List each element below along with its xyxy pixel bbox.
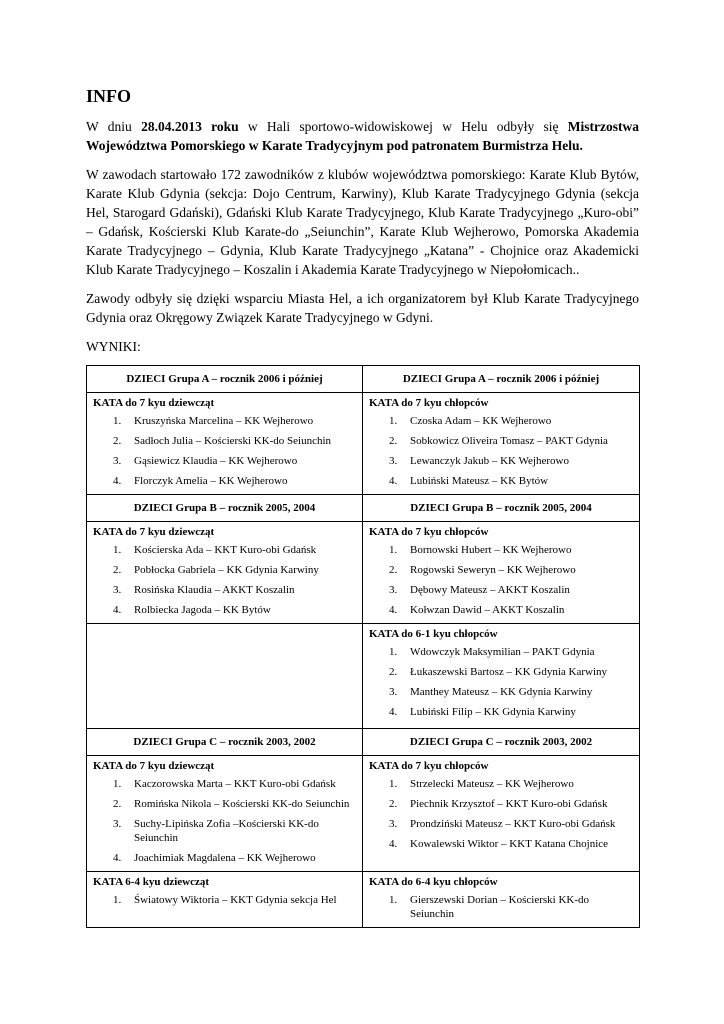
category-title: KATA 6-4 kyu dziewcząt — [93, 876, 209, 888]
placement-list — [93, 777, 356, 865]
placement-number: 4. — [389, 838, 398, 850]
placement-number: 4. — [389, 706, 398, 718]
placement-item — [369, 837, 633, 851]
placement-item — [93, 583, 356, 597]
placement-number: 4. — [389, 475, 398, 487]
placement-item — [369, 603, 633, 617]
group-header-row — [87, 366, 640, 393]
placement-number: 1. — [389, 646, 398, 658]
results-cell-left — [87, 393, 363, 495]
placement-item — [369, 583, 633, 597]
placement-list — [93, 543, 356, 617]
competitor-name: Sobkowicz Oliveira Tomasz – PAKT Gdynia — [410, 435, 608, 447]
placement-item — [93, 474, 356, 488]
placement-item — [93, 777, 356, 791]
competitor-name: Kruszyńska Marcelina – KK Wejherowo — [134, 415, 314, 427]
placement-list — [369, 414, 633, 488]
intro-text-2: w Hali sportowo-widowiskowej w Helu odbyły się — [238, 119, 568, 134]
results-label: WYNIKI: — [86, 339, 141, 354]
placement-number: 1. — [389, 778, 398, 790]
event-date: 28.04.2013 roku — [141, 119, 239, 134]
category-title: KATA do 6-1 kyu chłopców — [369, 628, 498, 640]
results-cell-left — [87, 624, 363, 729]
group-header-row — [87, 729, 640, 756]
placement-item — [93, 563, 356, 577]
placement-list — [369, 543, 633, 617]
competitor-name: Kowalewski Wiktor – KKT Katana Chojnice — [410, 838, 609, 850]
placement-number: 3. — [113, 455, 122, 467]
results-cell-right — [363, 756, 640, 872]
group-header-row — [87, 495, 640, 522]
placement-item — [93, 454, 356, 468]
placement-item — [369, 645, 633, 659]
results-cell-right — [363, 624, 640, 729]
category-title: KATA do 7 kyu chłopców — [369, 760, 489, 772]
competitor-name: Florczyk Amelia – KK Wejherowo — [134, 475, 288, 487]
group-header-left: DZIECI Grupa B – rocznik 2005, 2004 — [87, 495, 363, 522]
placement-item — [369, 543, 633, 557]
competitor-name: Suchy-Lipińska Zofia –Kościerski KK-do Seiunchin — [134, 818, 319, 844]
results-row — [87, 522, 640, 624]
placement-number: 4. — [113, 604, 122, 616]
results-cell-left — [87, 756, 363, 872]
placement-number: 2. — [389, 798, 398, 810]
placement-list — [369, 777, 633, 851]
results-row — [87, 393, 640, 495]
competitor-name: Bornowski Hubert – KK Wejherowo — [410, 544, 572, 556]
placement-item — [93, 603, 356, 617]
placement-item — [369, 474, 633, 488]
competitor-name: Gąsiewicz Klaudia – KK Wejherowo — [134, 455, 298, 467]
placement-item — [369, 414, 633, 428]
competitor-name: Joachimiak Magdalena – KK Wejherowo — [134, 852, 316, 864]
results-table — [86, 365, 640, 928]
results-row — [87, 756, 640, 872]
placement-number: 1. — [113, 415, 122, 427]
competitor-name: Prondziński Mateusz – KKT Kuro-obi Gdańsk — [410, 818, 616, 830]
competitor-name: Wdowczyk Maksymilian – PAKT Gdynia — [410, 646, 595, 658]
placement-item — [93, 434, 356, 448]
competitor-name: Lewanczyk Jakub – KK Wejherowo — [410, 455, 569, 467]
competitor-name: Kościerska Ada – KKT Kuro-obi Gdańsk — [134, 544, 317, 556]
results-row — [87, 624, 640, 729]
organizers-paragraph: Zawody odbyły się dzięki wsparciu Miasta Hel, a ich organizatorem był Klub Karate Tradycyjnego Gdynia oraz Okręgowy Związek Karate Tradycyjnego w Gdyni. — [86, 291, 639, 325]
placement-list — [369, 893, 633, 921]
competitor-name: Gierszewski Dorian – Kościerski KK-do Seiunchin — [410, 894, 590, 920]
placement-number: 2. — [113, 564, 122, 576]
competitor-name: Lubiński Mateusz – KK Bytów — [410, 475, 549, 487]
results-cell-left — [87, 522, 363, 624]
placement-item — [369, 817, 633, 831]
placement-number: 1. — [113, 544, 122, 556]
competitor-name: Kaczorowska Marta – KKT Kuro-obi Gdańsk — [134, 778, 336, 790]
competitor-name: Łukaszewski Bartosz – KK Gdynia Karwiny — [410, 666, 608, 678]
competitor-name: Czoska Adam – KK Wejherowo — [410, 415, 552, 427]
event-name: Mistrzostwa Województwa Pomorskiego w Karate Tradycyjnym pod patronatem Burmistrza Helu. — [86, 119, 640, 153]
placement-item — [93, 414, 356, 428]
placement-item — [93, 543, 356, 557]
placement-item — [93, 797, 356, 811]
placement-number: 3. — [389, 818, 398, 830]
placement-item — [369, 797, 633, 811]
category-title: KATA do 7 kyu chłopców — [369, 397, 489, 409]
placement-number: 1. — [113, 894, 122, 906]
placement-number: 2. — [389, 435, 398, 447]
placement-number: 3. — [113, 818, 122, 830]
competitor-name: Światowy Wiktoria – KKT Gdynia sekcja Hel — [134, 894, 337, 906]
placement-number: 4. — [113, 852, 122, 864]
page-title: INFO — [86, 86, 131, 106]
competitor-name: Dębowy Mateusz – AKKT Koszalin — [410, 584, 570, 596]
results-cell-left — [87, 872, 363, 928]
placement-item — [369, 665, 633, 679]
placement-number: 3. — [113, 584, 122, 596]
placement-item — [369, 434, 633, 448]
competitor-name: Sadłoch Julia – Kościerski KK-do Seiunchin — [134, 435, 332, 447]
placement-item — [369, 454, 633, 468]
placement-number: 2. — [113, 798, 122, 810]
group-header-right: DZIECI Grupa B – rocznik 2005, 2004 — [363, 495, 640, 522]
results-row — [87, 872, 640, 928]
group-header-right: DZIECI Grupa C – rocznik 2003, 2002 — [363, 729, 640, 756]
results-cell-right — [363, 872, 640, 928]
placement-item — [369, 777, 633, 791]
placement-number: 1. — [389, 894, 398, 906]
competitor-name: Lubiński Filip – KK Gdynia Karwiny — [410, 706, 576, 718]
clubs-paragraph: W zawodach startowało 172 zawodników z klubów województwa pomorskiego: Karate Klub Bytów, Karate Klub Gdynia (sekcja: Dojo Centrum, Karwiny), Klub Karate Tradycyjnego Gdynia (sekcja Hel, Starogard Gdański), Gdański Klub Karate Tradycyjnego, Klub Karate Tradycyjnego „Kuro-obi” – Gdańsk, Kościerski Klub Karate-do „Seiunchin”, Karate Klub Wejherowo, Pomorska Akademia Karate Tradycyjnego – Gdynia, Klub Karate Tradycyjnego „Katana” - Chojnice oraz Akademicki Klub Karate Tradycyjnego – Koszalin i Akademia Karate Tradycyjnego w Niepołomicach.. — [86, 167, 639, 277]
placement-number: 2. — [113, 435, 122, 447]
placement-item — [369, 685, 633, 699]
placement-number: 2. — [389, 564, 398, 576]
competitor-name: Rogowski Seweryn – KK Wejherowo — [410, 564, 576, 576]
results-cell-right — [363, 522, 640, 624]
placement-item — [93, 893, 356, 907]
placement-number: 1. — [389, 544, 398, 556]
placement-item — [369, 705, 633, 719]
competitor-name: Rosińska Klaudia – AKKT Koszalin — [134, 584, 295, 596]
competitor-name: Piechnik Krzysztof – KKT Kuro-obi Gdańsk — [410, 798, 608, 810]
placement-number: 2. — [389, 666, 398, 678]
placement-number: 3. — [389, 584, 398, 596]
placement-number: 1. — [113, 778, 122, 790]
placement-number: 1. — [389, 415, 398, 427]
category-title: KATA do 7 kyu dziewcząt — [93, 526, 215, 538]
results-cell-right — [363, 393, 640, 495]
placement-item — [369, 893, 633, 921]
group-header-left: DZIECI Grupa A – rocznik 2006 i później — [87, 366, 363, 393]
competitor-name: Romińska Nikola – Kościerski KK-do Seiunchin — [134, 798, 350, 810]
placement-list — [369, 645, 633, 719]
placement-item — [369, 563, 633, 577]
competitor-name: Manthey Mateusz – KK Gdynia Karwiny — [410, 686, 593, 698]
category-title: KATA do 7 kyu dziewcząt — [93, 397, 215, 409]
placement-item — [93, 851, 356, 865]
competitor-name: Pobłocka Gabriela – KK Gdynia Karwiny — [134, 564, 319, 576]
competitor-name: Rolbiecka Jagoda – KK Bytów — [134, 604, 271, 616]
placement-number: 3. — [389, 455, 398, 467]
document-page — [86, 84, 639, 928]
placement-list — [93, 414, 356, 488]
placement-item — [93, 817, 356, 845]
intro-text-1: W dniu — [86, 119, 142, 134]
intro-paragraph — [86, 117, 639, 155]
group-header-right: DZIECI Grupa A – rocznik 2006 i później — [363, 366, 640, 393]
category-title: KATA do 7 kyu dziewcząt — [93, 760, 215, 772]
group-header-left: DZIECI Grupa C – rocznik 2003, 2002 — [87, 729, 363, 756]
competitor-name: Kołwzan Dawid – AKKT Koszalin — [410, 604, 565, 616]
placement-number: 4. — [389, 604, 398, 616]
competitor-name: Strzelecki Mateusz – KK Wejherowo — [410, 778, 574, 790]
placement-list — [93, 893, 356, 907]
category-title: KATA do 7 kyu chłopców — [369, 526, 489, 538]
placement-number: 3. — [389, 686, 398, 698]
placement-number: 4. — [113, 475, 122, 487]
category-title: KATA do 6-4 kyu chłopców — [369, 876, 498, 888]
